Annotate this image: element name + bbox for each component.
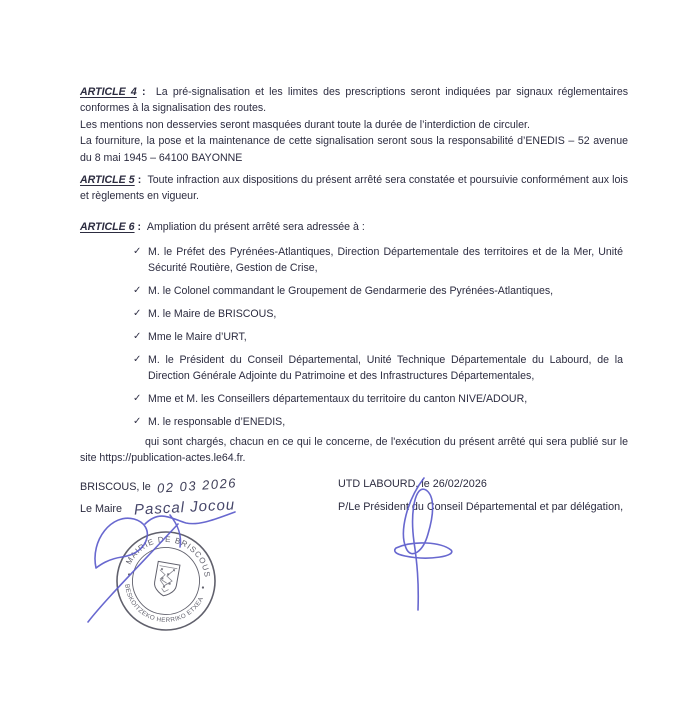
article-5-paragraph — [80, 172, 628, 205]
article-4-text-1: La pré-signalisation et les limites des prescriptions seront indiquées par signaux réglementaires conformes à la signalisation des routes. — [80, 86, 629, 115]
article-6-intro: Ampliation du présent arrêté sera adressée à : — [146, 221, 365, 233]
recipients-list — [133, 244, 623, 437]
handwritten-name: Pascal Jocou — [133, 496, 236, 519]
municipal-stamp — [114, 529, 218, 633]
list-item — [133, 414, 623, 430]
article-4-text-3: La fourniture, la pose et la maintenance de cette signalisation seront sous la responsabilité d’ENEDIS – 52 avenue du 8 mai 1945 – 64100 BAYONNE — [80, 135, 628, 164]
place-date-line — [80, 475, 340, 496]
article-4-paragraph-1 — [80, 84, 628, 117]
delegation-role-line: P/Le Président du Conseil Départemental et par délégation, — [338, 501, 624, 513]
article-4-paragraph-3 — [80, 133, 628, 166]
handwritten-date: 02 03 2026 — [156, 475, 238, 496]
article-5-text: Toute infraction aux dispositions du présent arrêté sera constatée et poursuivie conformément aux lois et règlements en vigueur. — [80, 174, 629, 203]
closing-paragraph — [80, 434, 628, 467]
checkmark-icon: ✓ — [133, 246, 142, 257]
article-4-text-2: Les mentions non desservies seront masquées durant toute la durée de l’interdiction de circuler. — [80, 118, 530, 131]
svg-text:BESKOITZEKO HERRIKO ETXEA — [118, 582, 206, 630]
article-4-separator: : — [136, 86, 156, 98]
mairie-briscous-stamp-icon — [114, 529, 218, 633]
article-4-section — [80, 84, 628, 166]
checkmark-icon: ✓ — [133, 393, 142, 405]
list-item — [133, 306, 623, 322]
stamp-bottom-text: BESKOITZEKO HERRIKO ETXEA — [123, 583, 206, 625]
article-5-separator: : — [134, 174, 148, 186]
article-5-label: ARTICLE 5 — [80, 174, 135, 186]
list-item — [133, 329, 623, 345]
list-item — [133, 352, 623, 385]
list-item — [133, 283, 623, 299]
signer-role: Le Maire — [80, 503, 123, 515]
checkmark-icon: ✓ — [133, 416, 142, 428]
signature-right-column — [338, 476, 638, 515]
article-4-label: ARTICLE 4 — [80, 86, 137, 98]
recipient-text: M. le Président du Conseil Départemental, Unité Technique Départementale du Labourd, de la Direction Générale Adjointe du Patrimoine et des Infrastructures Départementales, — [148, 354, 623, 383]
recipient-text: M. le Préfet des Pyrénées-Atlantiques, Direction Départementale des territoires et de la Mer, Unité Sécurité Routière, Gestion de Crise, — [148, 246, 623, 275]
checkmark-icon: ✓ — [133, 285, 142, 297]
signer-role-line — [80, 496, 340, 519]
utd-place-date-line: UTD LABOURD, le 26/02/2026 — [338, 478, 487, 490]
list-item — [133, 244, 623, 277]
recipient-text: M. le responsable d’ENEDIS, — [148, 416, 286, 429]
article-5-section — [80, 172, 628, 205]
checkmark-icon: ✓ — [133, 354, 142, 366]
recipient-text: M. le Colonel commandant le Groupement de Gendarmerie des Pyrénées-Atlantiques, — [148, 285, 554, 298]
closing-text: qui sont chargés, chacun en ce qui le concerne, de l'exécution du présent arrêté qui sera publié sur le site https://publication-actes.le64.fr. — [80, 436, 628, 465]
recipient-text: Mme le Maire d’URT, — [148, 331, 247, 344]
stamp-top-text: MAIRIE DE BRISCOUS — [124, 534, 212, 579]
article-6-separator: : — [134, 221, 147, 233]
recipient-text: Mme et M. les Conseillers départementaux du territoire du canton NIVE/ADOUR, — [148, 393, 528, 406]
signature-left-column — [80, 475, 340, 519]
list-item — [133, 391, 623, 407]
checkmark-icon: ✓ — [133, 331, 142, 343]
article-6-label: ARTICLE 6 — [80, 221, 135, 233]
article-4-paragraph-2 — [80, 117, 628, 133]
checkmark-icon: ✓ — [133, 308, 142, 320]
article-6-heading — [80, 219, 628, 235]
place-label: BRISCOUS, le — [80, 481, 151, 493]
recipient-text: M. le Maire de BRISCOUS, — [148, 308, 277, 321]
